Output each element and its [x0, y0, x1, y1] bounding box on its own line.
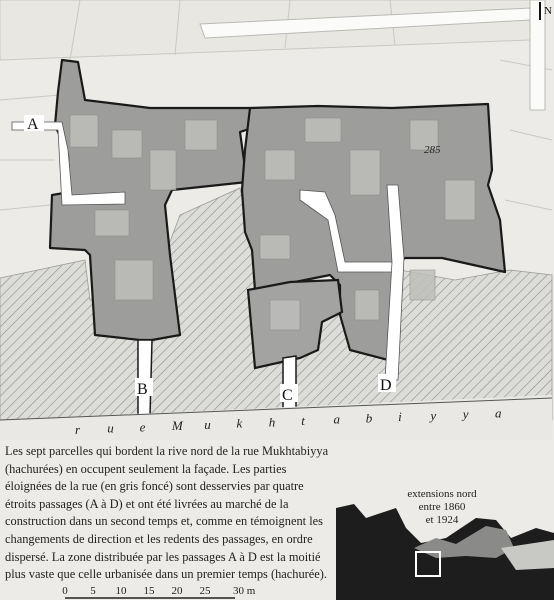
scale-bar	[55, 583, 275, 600]
passage-letter-b: B	[137, 381, 148, 398]
street-letter: u	[107, 420, 114, 436]
passage-letter-c: C	[282, 387, 293, 404]
passage-label-b	[135, 378, 153, 398]
map-caption: Les sept parcelles qui bordent la rive nord de la rue Mukhtabiyya (hachurées) en occupent seulement la façade. Les parties éloignées de la rue (en gris foncé) sont desservies par quatre étroits passages (A à D) et ont été livrées au marché de la construction dans un second temps et, comme en témoignent les changements de direction et les redents des passages, en ordre dispersé. La zone distribuée par les passages A à D est la moitié plus vaste que celle urbanisée dans un premier temps (hachurée).	[5, 444, 329, 582]
passage-label-c	[280, 384, 298, 404]
parcel-number: 285	[424, 144, 441, 156]
scale-tick-label: 5	[90, 585, 96, 597]
street-letter: u	[204, 416, 211, 432]
street-letter: b	[365, 410, 373, 426]
scale-tick-label: 30 m	[233, 585, 256, 597]
passage-label-d	[378, 374, 396, 394]
scale-tick-label: 15	[143, 585, 155, 597]
north-label: N	[544, 5, 552, 17]
street-letter: y	[430, 407, 437, 423]
street-letter: M	[171, 418, 183, 434]
street-letter: i	[398, 409, 402, 425]
inset-extension-label	[392, 488, 492, 527]
street-letter: a	[333, 411, 340, 427]
scale-tick-label: 25	[199, 585, 211, 597]
inset-label-line-1: extensions nord	[407, 488, 477, 500]
passage-letter-a: A	[27, 116, 39, 133]
street-letter: k	[236, 415, 243, 431]
inset-label-line-2: entre 1860	[418, 501, 466, 513]
passage-label-a	[24, 115, 44, 133]
street-letter: t	[301, 413, 305, 428]
street-letter: r	[75, 422, 81, 437]
street-letter: y	[462, 406, 469, 422]
passage-letter-d: D	[380, 377, 392, 394]
street-letter: e	[139, 419, 146, 435]
inset-label-line-3: et 1924	[425, 514, 459, 526]
street-letter: h	[268, 414, 276, 430]
street-letter: a	[495, 405, 502, 421]
scale-tick-label: 0	[62, 585, 68, 597]
scale-tick-label: 10	[115, 585, 127, 597]
scale-tick-label: 20	[171, 585, 183, 597]
